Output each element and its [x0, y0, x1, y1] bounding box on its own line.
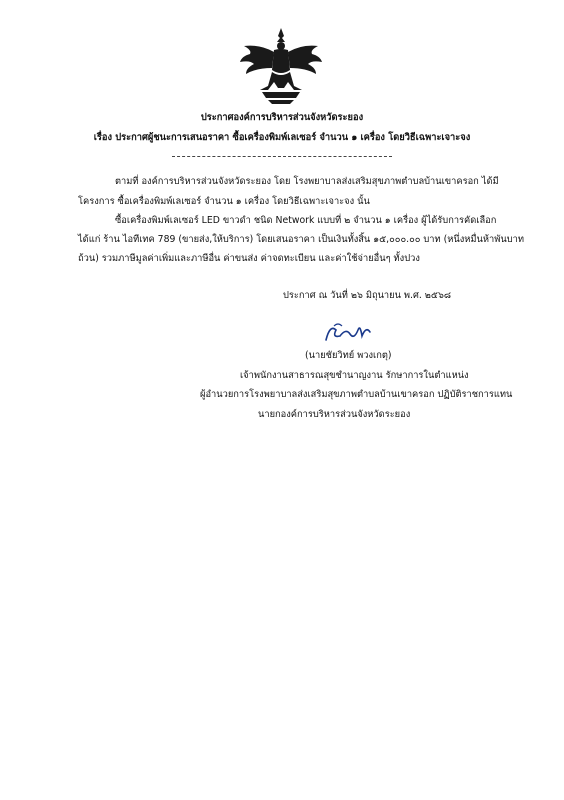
announcement-date: ประกาศ ณ วันที่ ๒๖ มิถุนายน พ.ศ. ๒๕๖๘ [283, 290, 452, 301]
paragraph-2-line-1: ซื้อเครื่องพิมพ์เลเซอร์ LED ขาวดำ ชนิด Network แบบที่ ๒ จำนวน ๑ เครื่อง ผู้ได้รับการคัดเลือก [115, 215, 497, 226]
signer-position-3: นายกองค์การบริหารส่วนจังหวัดระยอง [258, 409, 411, 420]
signer-name: (นายชัยวิทย์ พวงเกตุ) [305, 350, 392, 361]
document-subject: เรื่อง ประกาศผู้ชนะการเสนอราคา ซื้อเครื่องพิมพ์เลเซอร์ จำนวน ๑ เครื่อง โดยวิธีเฉพาะเจาะจง [93, 132, 471, 143]
paragraph-2-line-2: ได้แก่ ร้าน ไอทีเทค 789 (ขายส่ง,ให้บริการ) โดยเสนอราคา เป็นเงินทั้งสิ้น ๑๕,๐๐๐.๐๐ บาท (หนึ่งหมื่นห้าพันบาท [78, 234, 524, 245]
paragraph-1-line-2: โครงการ ซื้อเครื่องพิมพ์เลเซอร์ จำนวน ๑ เครื่อง โดยวิธีเฉพาะเจาะจง นั้น [78, 196, 370, 207]
paragraph-2-line-3: ถ้วน) รวมภาษีมูลค่าเพิ่มและภาษีอื่น ค่าขนส่ง ค่าจดทะเบียน และค่าใช้จ่ายอื่นๆ ทั้งปวง [78, 253, 420, 264]
garuda-emblem-icon [238, 26, 324, 106]
signer-position-1: เจ้าพนักงานสาธารณสุขชำนาญงาน รักษาการในตำแหน่ง [240, 370, 469, 381]
handwritten-signature [320, 318, 376, 348]
divider [172, 156, 392, 157]
document-title: ประกาศองค์การบริหารส่วนจังหวัดระยอง [200, 112, 364, 123]
signer-position-2: ผู้อำนวยการโรงพยาบาลส่งเสริมสุขภาพตำบลบ้านเขาครอก ปฏิบัติราชการแทน [200, 389, 513, 400]
paragraph-1-line-1: ตามที่ องค์การบริหารส่วนจังหวัดระยอง โดย โรงพยาบาลส่งเสริมสุขภาพตำบลบ้านเขาครอก ได้มี [115, 176, 499, 187]
